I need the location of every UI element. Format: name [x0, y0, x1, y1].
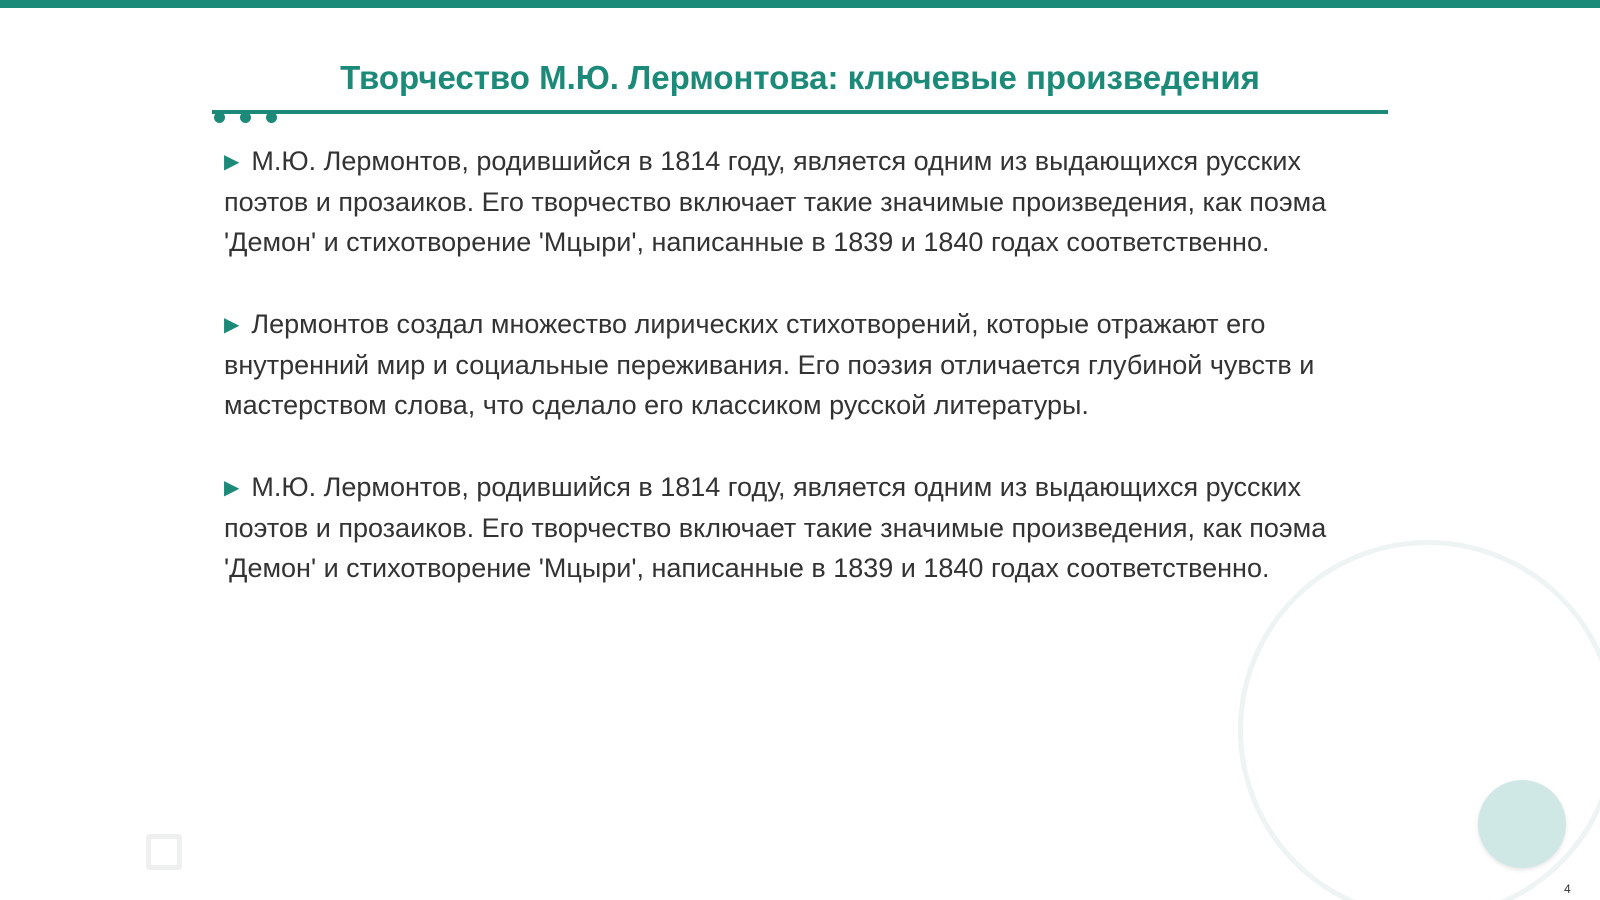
title-underline	[212, 110, 1388, 114]
decorative-circle	[1478, 780, 1566, 868]
triangle-right-icon: ▶	[224, 151, 240, 173]
underline-dot	[240, 112, 251, 123]
bullet-text: М.Ю. Лермонтов, родившийся в 1814 году, является одним из выдающихся русских поэтов и прозаиков. Его творчество включает такие значимые произведения, как поэма 'Демон' и стихотворение 'Мцыри', написанные в 1839 и 1840 годах соответственно.	[224, 472, 1327, 583]
slide-title: Творчество М.Ю. Лермонтова: ключевые произведения	[340, 59, 1260, 96]
bullet-item	[224, 304, 1364, 425]
bullet-text: Лермонтов создал множество лирических стихотворений, которые отражают его внутренний мир и социальные переживания. Его поэзия отличается глубиной чувств и мастерством слова, что сделало его классиком русской литературы.	[224, 309, 1315, 420]
page-number: 4	[1564, 882, 1571, 896]
bullet-item	[224, 141, 1364, 262]
decorative-square	[146, 834, 182, 870]
top-accent-bar	[0, 0, 1600, 8]
triangle-right-icon: ▶	[224, 314, 240, 336]
underline-dot	[266, 112, 277, 123]
bullet-list	[224, 141, 1364, 630]
triangle-right-icon: ▶	[224, 477, 240, 499]
bullet-item	[224, 467, 1364, 588]
underline-dot	[214, 112, 225, 123]
bullet-text: М.Ю. Лермонтов, родившийся в 1814 году, является одним из выдающихся русских поэтов и прозаиков. Его творчество включает такие значимые произведения, как поэма 'Демон' и стихотворение 'Мцыри', написанные в 1839 и 1840 годах соответственно.	[224, 146, 1327, 257]
